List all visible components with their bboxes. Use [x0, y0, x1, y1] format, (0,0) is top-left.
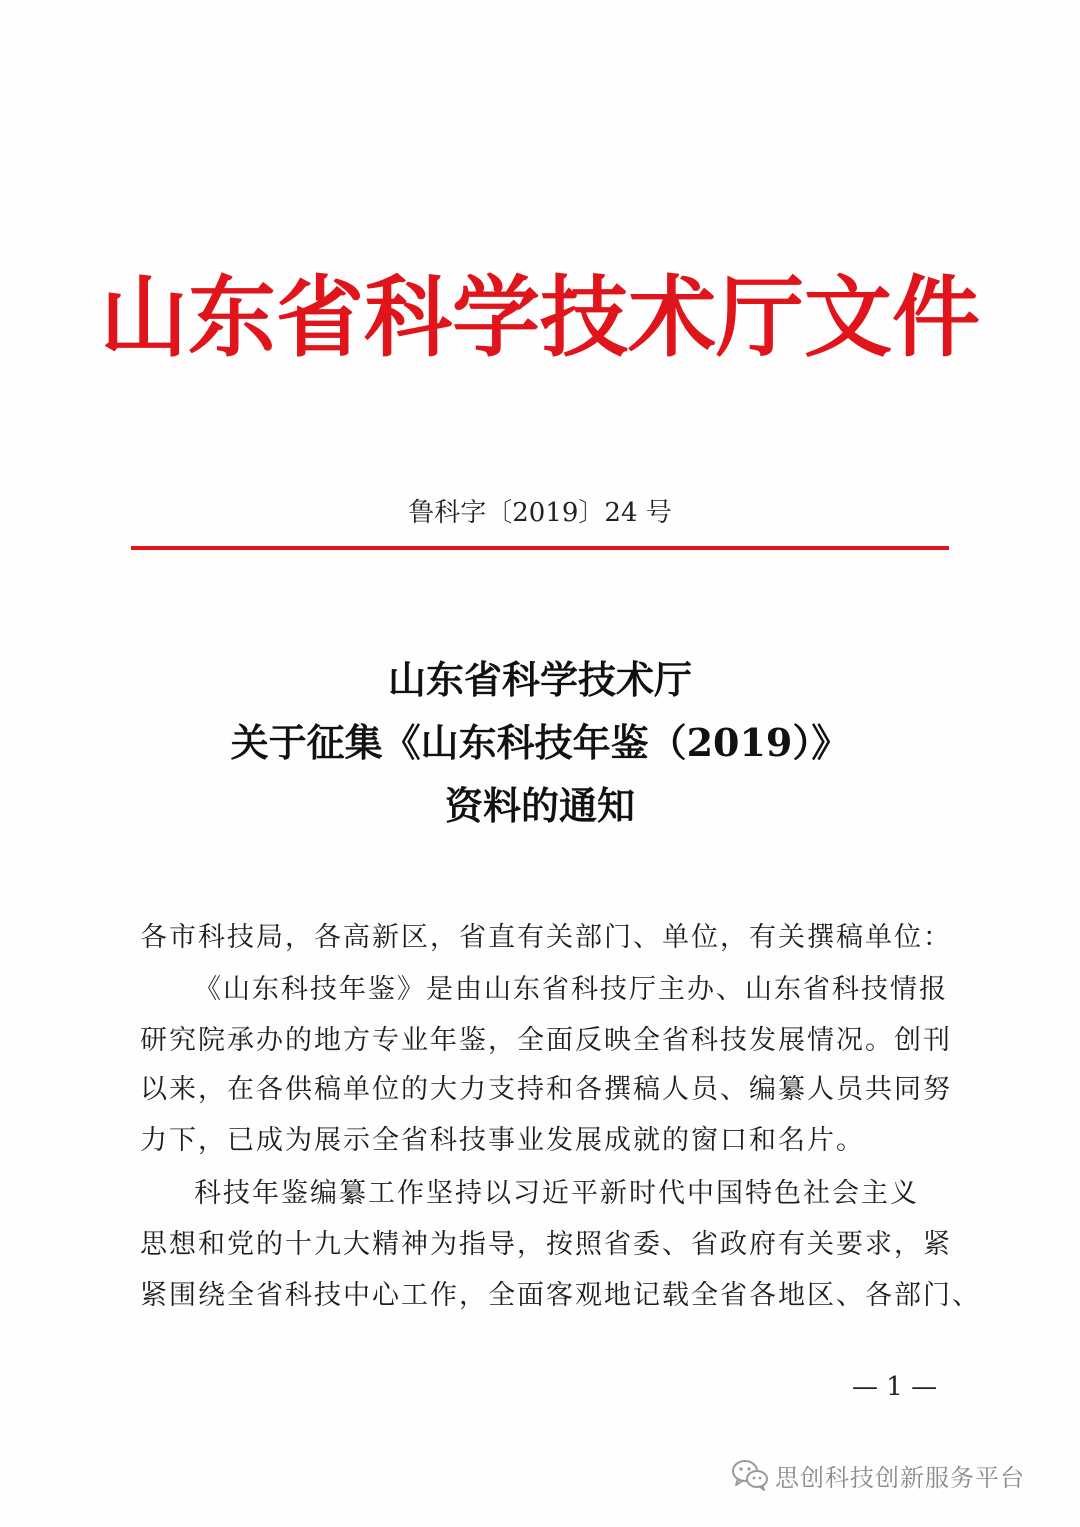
paragraph-1-line-3: 以来，在各供稿单位的大力支持和各撰稿人员、编纂人员共同努 — [140, 1074, 952, 1105]
paragraph-2-line-3: 紧围绕全省科技中心工作，全面客观地记载全省各地区、各部门、 — [140, 1280, 981, 1311]
wechat-icon — [731, 1459, 769, 1491]
paragraph-1-line-4: 力下，已成为展示全省科技事业发展成就的窗口和名片。 — [140, 1125, 865, 1156]
masthead-title: 山东省科学技术厅文件 — [99, 265, 980, 369]
paragraph-1-line-2: 研究院承办的地方专业年鉴，全面反映全省科技发展情况。创刊 — [140, 1025, 952, 1056]
paragraph-1-line-1: 《山东科技年鉴》是由山东省科技厅主办、山东省科技情报 — [194, 974, 948, 1005]
red-divider — [131, 546, 949, 550]
notice-title-line-3: 资料的通知 — [444, 783, 635, 828]
notice-title-line-2: 关于征集《山东科技年鉴（2019）》 — [230, 720, 850, 765]
salutation: 各市科技局，各高新区，省直有关部门、单位，有关撰稿单位： — [140, 922, 952, 953]
watermark-text: 思创科技创新服务平台 — [775, 1463, 1025, 1492]
paragraph-2-line-1: 科技年鉴编纂工作坚持以习近平新时代中国特色社会主义 — [194, 1178, 919, 1209]
paragraph-2-line-2: 思想和党的十九大精神为指导，按照省委、省政府有关要求，紧 — [140, 1229, 952, 1260]
watermark — [731, 1455, 1025, 1495]
document-number: 鲁科字〔2019〕24 号 — [408, 498, 672, 528]
page-number: — 1 — — [852, 1372, 938, 1402]
notice-title-line-1: 山东省科学技术厅 — [387, 657, 692, 702]
